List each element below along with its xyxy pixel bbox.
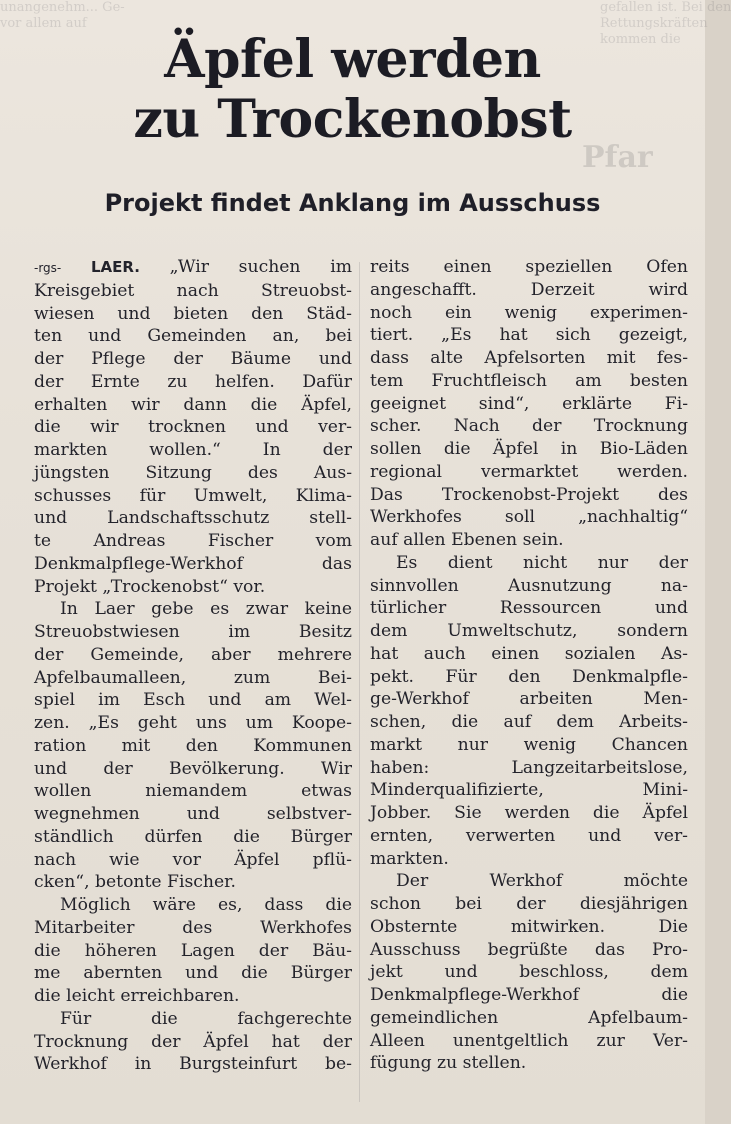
bleed-through-text: gefallen ist. Bei den Rettungskräften kommen die (600, 0, 731, 47)
text-line: nach wie vor Äpfel pflü- (34, 849, 352, 870)
text-line: der Pflege der Bäume und (34, 349, 352, 369)
text-line: wollen niemandem etwas (34, 781, 352, 802)
text-line: angeschafft. Derzeit wird (370, 279, 688, 300)
text-line: zen. „Es geht uns um Koope- (34, 713, 352, 733)
dateline: LAER. (90, 258, 140, 276)
text-line: hat auch einen sozialen As- (370, 643, 688, 664)
text-line: Minderqualifizierte, Mini- (370, 780, 688, 801)
headline-line: Äpfel werden (164, 29, 541, 90)
text-line: ernten, verwerten und ver- (370, 825, 688, 846)
text-line: auf allen Ebenen sein. (370, 530, 564, 550)
text-line: die wir trocknen und ver- (34, 417, 352, 438)
text-line: und Landschaftsschutz stell- (34, 508, 352, 529)
text-line: Denkmalpflege-Werkhof das (34, 553, 352, 574)
text-line: Alleen unentgeltlich zur Ver- (370, 1030, 688, 1051)
text-line: schon bei der diesjährigen (370, 894, 688, 914)
text-line: der Ernte zu helfen. Dafür (34, 371, 352, 392)
bleed-through-text: unangenehm... Ge- vor allem auf (0, 0, 125, 31)
article-column-left (34, 256, 352, 1076)
text-line: Ausschuss begrüßte das Pro- (370, 939, 688, 960)
text-line: Werkhof in Burgsteinfurt be- (34, 1054, 352, 1075)
text-line: cken“, betonte Fischer. (34, 872, 236, 893)
text-line: jüngsten Sitzung des Aus- (34, 462, 352, 483)
text-line: markten wollen.“ In der (34, 440, 352, 460)
text-line: der Gemeinde, aber mehrere (34, 644, 352, 665)
text-line: Obsternte mitwirken. Die (370, 916, 688, 937)
text-line: schusses für Umwelt, Klima- (34, 485, 352, 506)
text-line: noch ein wenig experimen- (370, 302, 688, 323)
text-line: und der Bevölkerung. Wir (34, 758, 352, 779)
text-line: scher. Nach der Trocknung (370, 416, 688, 437)
text-line: Für die fachgerechte (60, 1008, 352, 1029)
text-line: wegnehmen und selbstver- (34, 804, 352, 824)
article-subheadline: Projekt findet Anklang im Ausschuss (104, 189, 601, 217)
text-line: In Laer gebe es zwar keine (60, 599, 352, 620)
text-line: dem Umweltschutz, sondern (370, 621, 688, 641)
text-line: Denkmalpflege-Werkhof die (370, 985, 688, 1005)
article-headline (0, 30, 705, 150)
text-line: sinnvollen Ausnutzung na- (370, 575, 688, 596)
text-line: haben: Langzeitarbeitslose, (370, 757, 688, 778)
text-line: Apfelbaumalleen, zum Bei- (34, 667, 352, 688)
text-line: pekt. Für den Denkmalpfle- (370, 666, 688, 687)
text-line: Der Werkhof möchte (396, 871, 688, 892)
column-divider (359, 262, 360, 1102)
text-line: te Andreas Fischer vom (34, 531, 352, 551)
text-line: reits einen speziellen Ofen (370, 257, 688, 277)
text-line: Das Trockenobst-Projekt des (370, 484, 688, 505)
text-line: Streuobstwiesen im Besitz (34, 622, 352, 642)
text-line: geeignet sind“, erklärte Fi- (370, 393, 688, 414)
text-line: tem Fruchtfleisch am besten (370, 370, 688, 391)
text-line: -rgs- LAER. „Wir suchen im (34, 257, 352, 277)
text-line: Werkhofes soll „nachhaltig“ (370, 507, 688, 528)
text-line: die leicht erreichbaren. (34, 986, 240, 1006)
text-line: Möglich wäre es, dass die (60, 895, 352, 915)
text-line: Projekt „Trockenobst“ vor. (34, 576, 266, 597)
text-line: spiel im Esch und am Wel- (34, 690, 352, 711)
text-line: die höheren Lagen der Bäu- (34, 940, 352, 961)
text-line: wiesen und bieten den Städ- (34, 303, 352, 324)
text-line: Es dient nicht nur der (396, 552, 688, 573)
text-line: markt nur wenig Chancen (370, 734, 688, 755)
text-line: sollen die Äpfel in Bio-Läden (370, 439, 688, 459)
text-line: me abernten und die Bürger (34, 963, 352, 984)
text-line: ten und Gemeinden an, bei (34, 326, 352, 347)
bleed-through-headline: Pfar (582, 140, 653, 175)
text-line: Trocknung der Äpfel hat der (34, 1031, 352, 1052)
text-line: Jobber. Sie werden die Äpfel (370, 803, 688, 823)
text-line: fügung zu stellen. (370, 1053, 527, 1074)
text-line: jekt und beschloss, dem (370, 962, 688, 983)
text-line: erhalten wir dann die Äpfel, (34, 394, 352, 415)
text-line: türlicher Ressourcen und (370, 598, 688, 619)
text-line: regional vermarktet werden. (370, 461, 688, 482)
headline-line: zu Trockenobst (133, 89, 572, 150)
text-line: tiert. „Es hat sich gezeigt, (370, 325, 688, 346)
text-line: ration mit den Kommunen (34, 735, 352, 756)
text-line: Kreisgebiet nach Streuobst- (34, 280, 352, 301)
article-column-right (370, 256, 688, 1075)
text-line: schen, die auf dem Arbeits- (370, 712, 688, 732)
text-line: markten. (370, 848, 449, 869)
byline: -rgs- (34, 261, 62, 275)
text-line: gemeindlichen Apfelbaum- (370, 1007, 688, 1028)
text-line: ständlich dürfen die Bürger (34, 826, 352, 847)
text-line: dass alte Apfelsorten mit fes- (370, 348, 688, 368)
text-line: ge-Werkhof arbeiten Men- (370, 689, 688, 710)
text-line: Mitarbeiter des Werkhofes (34, 917, 352, 938)
